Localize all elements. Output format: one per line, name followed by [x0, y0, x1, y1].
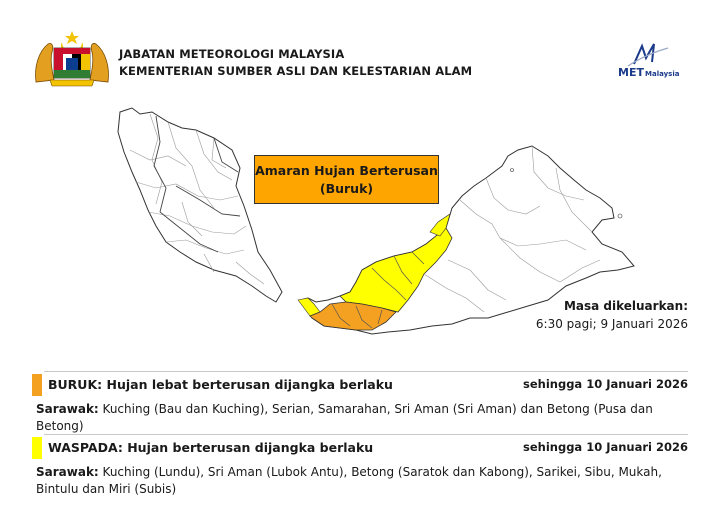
warning-section-buruk — [32, 371, 688, 433]
section-divider — [44, 371, 688, 372]
buruk-color-swatch — [32, 374, 42, 396]
issued-time — [536, 297, 688, 333]
org-line-2: KEMENTERIAN SUMBER ASLI DAN KELESTARIAN ALAM — [119, 64, 473, 78]
area-list: Kuching (Lundu), Sri Aman (Lubok Antu), Betong (Saratok dan Kabong), Sarikei, Sibu, Mukah, Bintulu dan Miri (Subis) — [36, 465, 662, 496]
section-divider — [44, 434, 688, 435]
waspada-color-swatch — [32, 437, 42, 459]
area-list: Kuching (Bau dan Kuching), Serian, Samarahan, Sri Aman (Sri Aman) dan Betong (Pusa dan Betong) — [36, 402, 653, 433]
warning-title-line-2: (Buruk) — [319, 181, 374, 196]
warning-section-waspada — [32, 434, 688, 508]
header — [0, 0, 720, 95]
issued-label: Masa dikeluarkan: — [563, 299, 688, 313]
org-line-1: JABATAN METEOROLOGI MALAYSIA — [119, 47, 345, 61]
met-malaysia-logo — [608, 42, 688, 80]
warning-valid-until: sehingga 10 Januari 2026 — [523, 377, 688, 391]
warning-areas — [36, 401, 690, 435]
met-logo-text: MET — [618, 66, 644, 79]
state-name: Sarawak: — [36, 465, 99, 479]
warning-title-line-1: Amaran Hujan Berterusan — [255, 163, 438, 178]
warning-valid-until: sehingga 10 Januari 2026 — [523, 440, 688, 454]
warning-level-title: BURUK: Hujan lebat berterusan dijangka berlaku — [48, 377, 393, 392]
warning-areas — [36, 464, 690, 498]
state-name: Sarawak: — [36, 402, 99, 416]
issued-value: 6:30 pagi; 9 Januari 2026 — [535, 317, 688, 331]
warning-level-title: WASPADA: Hujan berterusan dijangka berlaku — [48, 440, 374, 455]
peninsular-malaysia — [118, 108, 282, 302]
coat-of-arms-icon — [32, 30, 112, 88]
organisation-name — [119, 46, 472, 80]
warning-title-box — [254, 155, 439, 204]
met-logo-sub: Malaysia — [645, 70, 680, 78]
